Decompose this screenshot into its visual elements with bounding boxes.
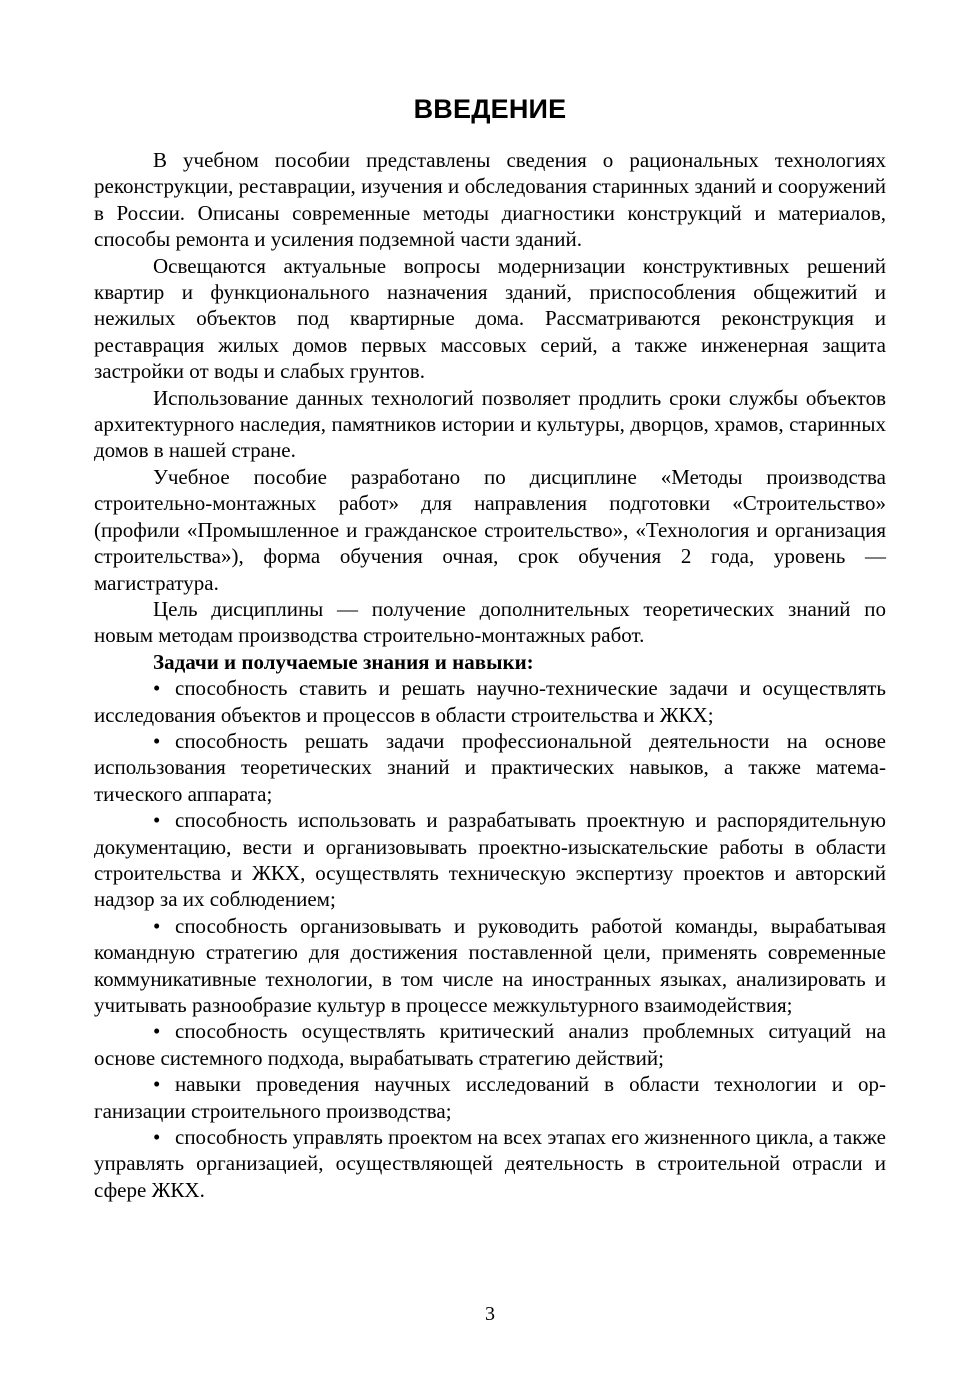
tasks-heading: Задачи и получаемые знания и навыки: xyxy=(153,649,534,674)
bullet-icon: • xyxy=(153,1019,161,1044)
bullet-item xyxy=(94,1018,886,1071)
bullet-icon: • xyxy=(153,913,161,938)
page-number: 3 xyxy=(485,1303,495,1325)
paragraph-goal: Цель дисциплины — получение дополнительных теоретических знаний по новым методам производства строительно-монтажных работ. xyxy=(94,596,886,648)
bullet-icon: • xyxy=(153,808,161,833)
bullet-text: способность осуществлять критический анализ проблемных ситуаций на основе системного подхода, вырабатывать стратегию действий; xyxy=(94,1019,886,1070)
page-title: ВВЕДЕНИЕ xyxy=(413,94,567,124)
bullet-item xyxy=(94,1124,886,1203)
bullet-item xyxy=(94,728,886,807)
bullet-item xyxy=(94,913,886,1019)
bullet-text: способность организовывать и руководить работой команды, вырабатывая командную стратегию для достижения поставленной цели, применять современные коммуникативные технологии, в том числе на иностранных языках, анализировать и учитывать разнообразие культур в процессе межкультурного взаимодействия; xyxy=(94,913,886,1017)
paragraph-benefits: Использование данных технологий позволяет продлить сроки службы объектов архитектурного наследия, памятников истории и культуры, дворцов, храмов, старинных домов в нашей стране. xyxy=(94,385,886,463)
bullet-icon: • xyxy=(153,728,161,753)
bullet-text: способность использовать и разрабатывать проектную и распорядительную документацию, вести и организовывать проектно-изыскательские работы в области строительства и ЖКХ, осуществлять техническую экспертизу проектов и авторский надзор за их соблюдением; xyxy=(94,808,886,912)
bullet-icon: • xyxy=(153,676,161,701)
paragraph-topics: Освещаются актуальные вопросы модернизации конструктивных решений квартир и функционального назначения зданий, приспособления общежитий и нежилых объектов под квартирные дома. Рассматриваются реконструкция и реставрация жилых домов первых массовых серий, а также инженерная защита застройки от воды и слабых грунтов. xyxy=(94,253,886,384)
bullet-item xyxy=(94,675,886,728)
bullet-text: способность ставить и решать научно-технические задачи и осуществлять исследования объектов и процессов в области строительства и ЖКХ; xyxy=(94,676,886,727)
bullet-icon: • xyxy=(153,1125,161,1150)
bullet-text: способность управлять проектом на всех этапах его жизненного цикла, а также управлять организацией, осуществляющей деятельность в строительной отрасли и сфере ЖКХ. xyxy=(94,1125,886,1202)
paragraph-discipline: Учебное пособие разработано по дисциплине «Методы производства строительно-монтажных работ» для направления подготовки «Строительство» (профили «Промышленное и гражданское строительство», «Технология и организация строительства»), форма обучения очная, срок обучения 2 года, уровень — магистратура. xyxy=(94,464,886,595)
bullet-text: навыки проведения научных исследований в области технологии и организации строительного производства; xyxy=(94,1072,886,1123)
document-page xyxy=(94,0,886,1386)
body-text xyxy=(94,147,886,1203)
bullet-text: способность решать задачи профессиональной деятельности на основе использования теоретических знаний и практических навыков, а также математического аппарата; xyxy=(94,728,886,806)
bullet-icon: • xyxy=(153,1072,161,1097)
bullet-item xyxy=(94,1071,886,1124)
paragraph-intro: В учебном пособии представлены сведения о рациональных технологиях реконструкции, реставрации, изучения и обследования старинных зданий и сооружений в России. Описаны современные методы диагностики конструкций и материалов, способы ремонта и усиления подземной части зданий. xyxy=(94,148,886,252)
bullet-item xyxy=(94,807,886,913)
